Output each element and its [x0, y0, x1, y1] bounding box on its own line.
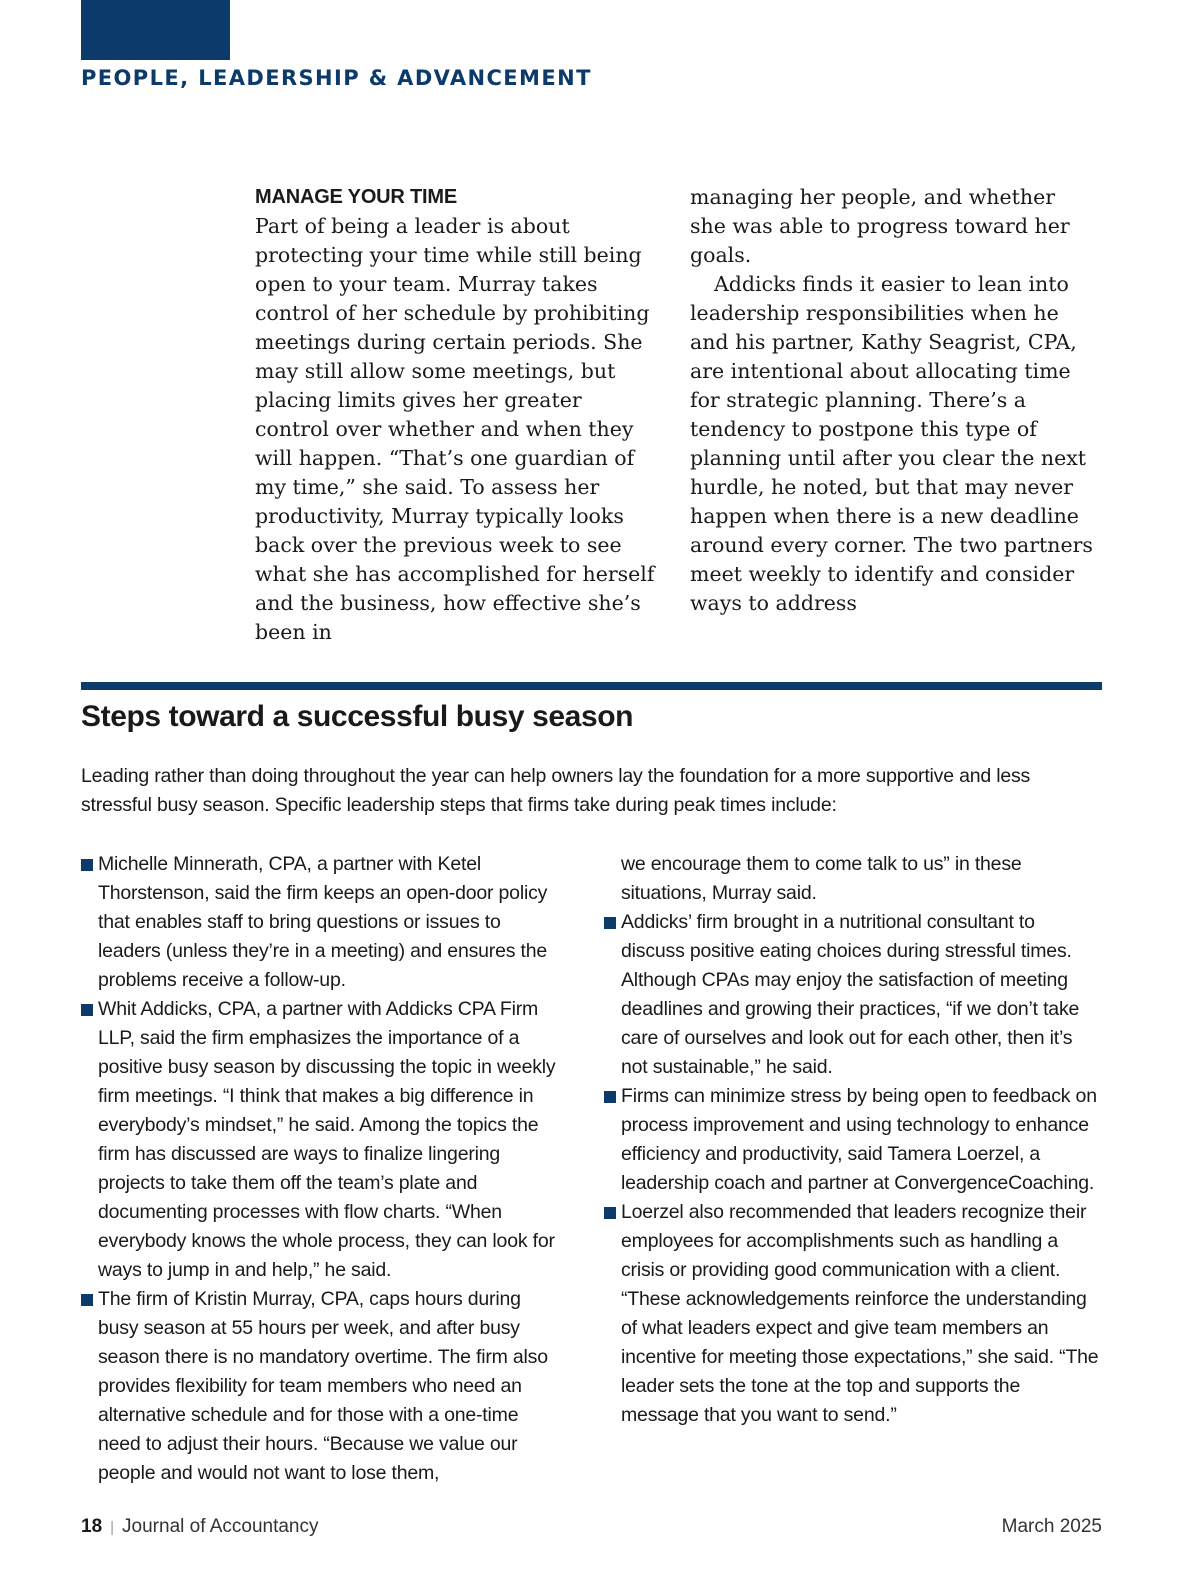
sidebar-top-rule	[81, 682, 1102, 690]
article-paragraph: managing her people, and whether she was able to progress toward her goals.	[690, 185, 1070, 267]
publication-name: Journal of Accountancy	[122, 1516, 319, 1537]
section-label: PEOPLE, LEADERSHIP & ADVANCEMENT	[81, 66, 592, 90]
bullet-item: Firms can minimize stress by being open to feedback on process improvement and using technology to enhance efficiency and productivity, said Tamera Loerzel, a leadership coach and partner at ConvergenceCoaching.	[604, 1082, 1102, 1198]
bullet-item: Whit Addicks, CPA, a partner with Addicks CPA Firm LLP, said the firm emphasizes the importance of a positive busy season by discussing the topic in weekly firm meetings. “I think that makes a big difference in everybody’s mindset,” he said. Among the topics the firm has discussed are ways to finalize lingering projects to take them off the team’s plate and documenting processes with flow charts. “When everybody knows the whole process, they can look for ways to jump in and help,” he said.	[81, 995, 566, 1285]
article-paragraph: Part of being a leader is about protecting your time while still being open to your team. Murray takes control of her schedule by prohibiting meetings during certain periods. She may still allow some meetings, but placing limits gives her greater control over whether and when they will happen. “That’s one guardian of my time,” she said. To assess her productivity, Murray typically looks back over the previous week to see what she has accomplished for herself and the business, how effective she’s been in	[255, 214, 655, 644]
bullet-item: Michelle Minnerath, CPA, a partner with Ketel Thorstenson, said the firm keeps an open-door policy that enables staff to bring questions or issues to leaders (unless they’re in a meeting) and ensures the problems receive a follow-up.	[81, 850, 566, 995]
bullet-item-continued: we encourage them to come talk to us” in these situations, Murray said.	[621, 853, 1022, 904]
article-column-2	[690, 183, 1095, 618]
bullet-list-column-2	[604, 850, 1102, 1430]
footer-left	[81, 1516, 319, 1538]
bullet-item: Loerzel also recommended that leaders recognize their employees for accomplishments such as handling a crisis or providing good communication with a client. “These acknowledgements reinforce the understanding of what leaders expect and give team members an incentive for meeting those expectations,” she said. “The leader sets the tone at the top and supports the message that you want to send.”	[604, 1198, 1102, 1430]
bullet-list-column-1	[81, 850, 566, 1488]
bullet-item: The firm of Kristin Murray, CPA, caps hours during busy season at 55 hours per week, and after busy season there is no mandatory overtime. The firm also provides flexibility for team members who need an alternative schedule and for those with a one-time need to adjust their hours. “Because we value our people and would not want to lose them,	[81, 1285, 566, 1488]
article-subheading: MANAGE YOUR TIME	[255, 186, 457, 208]
sidebar-title: Steps toward a successful busy season	[81, 700, 634, 733]
article-column-1	[255, 183, 660, 647]
sidebar-intro: Leading rather than doing throughout the year can help owners lay the foundation for a more supportive and less stressful busy season. Specific leadership steps that firms take during peak times include:	[81, 765, 1031, 816]
footer-separator: |	[110, 1519, 115, 1536]
issue-date: March 2025	[1001, 1516, 1102, 1537]
article-paragraph: Addicks finds it easier to lean into leadership responsibilities when he and his partner, Kathy Seagrist, CPA, are intentional about allocating time for strategic planning. There’s a tendency to postpone this type of planning until after you clear the next hurdle, he noted, but that may never happen when there is a new deadline around every corner. The two partners meet weekly to identify and consider ways to address	[690, 272, 1093, 615]
page-number: 18	[81, 1516, 103, 1537]
header-color-block	[81, 0, 230, 60]
bullet-item: Addicks’ firm brought in a nutritional consultant to discuss positive eating choices during stressful times. Although CPAs may enjoy the satisfaction of meeting deadlines and growing their practices, “if we don’t take care of ourselves and look out for each other, then it’s not sustainable,” he said.	[604, 908, 1102, 1082]
